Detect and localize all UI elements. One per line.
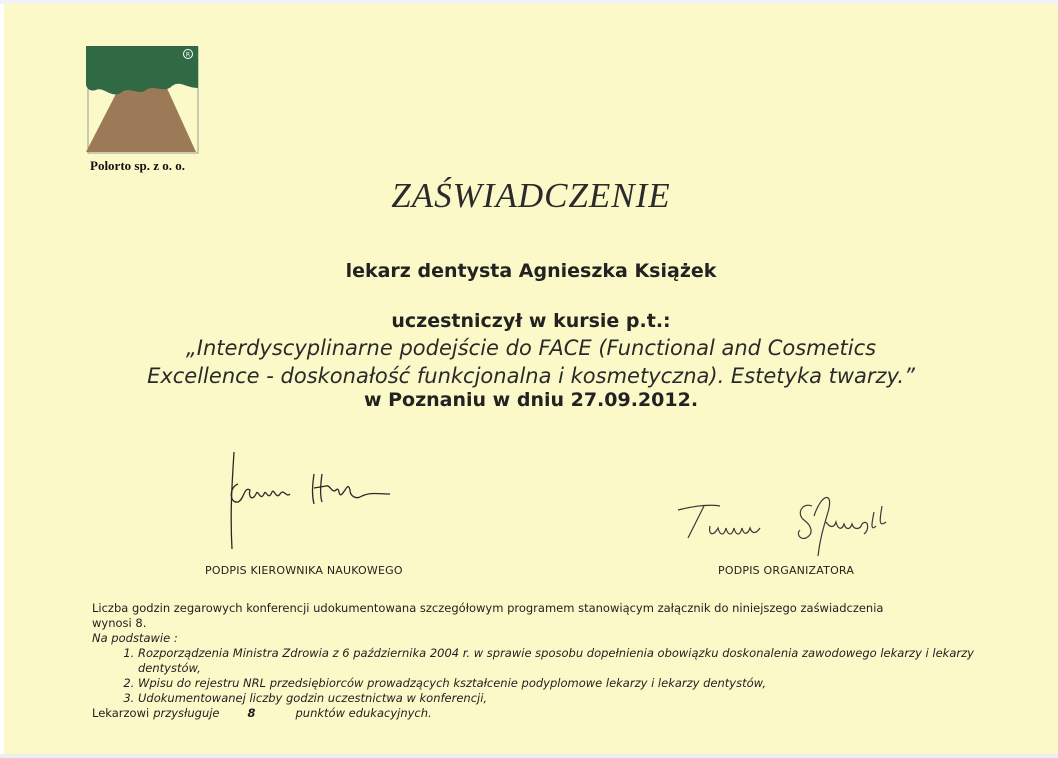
tree-logo — [84, 44, 202, 156]
basis-item: 3. Udokumentowanej liczby godzin uczestnictwa w konferencji, — [138, 691, 992, 706]
scientific-director-signature — [204, 444, 404, 554]
hours-statement: Liczba godzin zegarowych konferencji udokumentowana szczegółowym programem stanowiącym załącznik do niniejszego zaświadczenia — [92, 601, 884, 615]
basis-list — [92, 646, 992, 706]
basis-label: Na podstawie : — [92, 631, 178, 645]
credits-value: 8 — [247, 706, 256, 720]
scientific-director-signature-label: PODPIS KIEROWNIKA NAUKOWEGO — [205, 564, 403, 577]
credits-line — [92, 706, 992, 721]
document-title: ZAŚWIADCZENIE — [391, 176, 671, 215]
organizer-signature-label: PODPIS ORGANIZATORA — [718, 564, 855, 577]
course-title — [64, 334, 998, 390]
organizer-signature — [664, 482, 924, 562]
hours-value: wynosi 8. — [92, 616, 147, 630]
company-name: Polorto sp. z o. o. — [90, 158, 185, 173]
course-title-line-2: Excellence - doskonałość funkcjonalna i kosmetyczna). Estetyka twarzy.” — [147, 364, 915, 388]
svg-text:R: R — [185, 51, 191, 59]
certificate-sheet — [4, 4, 1058, 754]
basis-item: 1. Rozporządzenia Ministra Zdrowia z 6 października 2004 r. w sprawie sposobu dopełnienia obowiązku doskonalenia zawodowego lekarzy i lekarzy dentystów, — [138, 646, 992, 676]
participation-statement: uczestniczył w kursie p.t.: — [391, 310, 671, 332]
place-and-date: w Poznaniu w dniu 27.09.2012. — [363, 389, 699, 411]
credits-label-2: przysługuje — [153, 706, 220, 720]
credits-unit: punktów edukacyjnych. — [295, 706, 432, 720]
basis-item: 2. Wpisu do rejestru NRL przedsiębiorców prowadzących kształcenie podyplomowe lekarzy i lekarzy dentystów, — [138, 676, 992, 691]
recipient-name: lekarz dentysta Agnieszka Książek — [345, 260, 717, 282]
course-title-line-1: „Interdyscyplinarne podejście do FACE (Functional and Cosmetics — [185, 336, 877, 360]
certificate-notes — [92, 601, 992, 721]
credits-label: Lekarzowi — [92, 706, 150, 720]
page-bottom-edge — [0, 754, 1058, 758]
